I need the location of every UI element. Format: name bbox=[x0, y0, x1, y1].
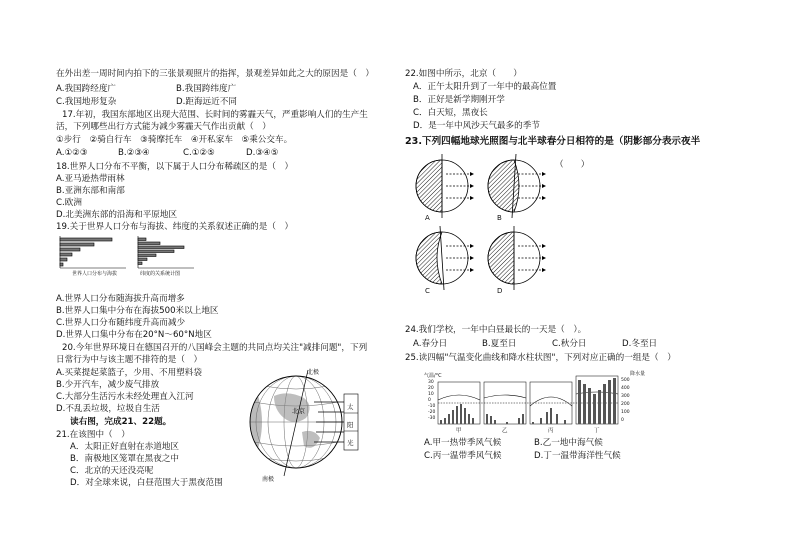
q-intro-option-c[interactable]: C.我国地形复杂 bbox=[56, 97, 117, 107]
q23-label-d: D bbox=[497, 287, 503, 295]
globe-diagram bbox=[244, 366, 364, 482]
q17-choices: ①步行 ②骑自行车 ③骑摩托车 ④开私家车 ⑤乘公交车。 bbox=[56, 135, 293, 145]
q23-stem: 23.下列四幅地球光照图与北半球春分日相符的是（阴影部分表示夜半 bbox=[405, 136, 701, 147]
sun-label-2: 阳 bbox=[347, 421, 354, 429]
q23-answer-paren: （ ） bbox=[555, 160, 590, 170]
q23-label-c: C bbox=[425, 287, 430, 295]
q22-option-c[interactable]: C．白天短，黑夜长 bbox=[413, 108, 488, 118]
q19-option-c[interactable]: C.世界人口分布随纬度升高而减少 bbox=[56, 318, 186, 328]
globe-south-label: 南极 bbox=[262, 476, 275, 483]
q25-option-c[interactable]: C.丙一温带季风气候 bbox=[424, 451, 502, 461]
q17-stem-line2: 活，下列哪些出行方式能为减少雾霾天气作出贡献（ ） bbox=[56, 122, 271, 132]
q17-option-a[interactable]: A.①②③ bbox=[56, 148, 88, 158]
q-intro-option-a[interactable]: A.我国跨经度广 bbox=[56, 84, 117, 94]
q24-option-c[interactable]: C.秋分日 bbox=[552, 339, 587, 349]
q24-option-d[interactable]: D.冬至日 bbox=[622, 339, 658, 349]
sun-label-3: 光 bbox=[347, 439, 354, 447]
q25-name-ding: 丁 bbox=[594, 428, 600, 434]
q22-option-d[interactable]: D．是一年中风沙天气最多的季节 bbox=[413, 121, 540, 131]
q19-chart-caption-1: 世界人口分布与海拔 bbox=[72, 271, 118, 277]
q17-option-d[interactable]: D.③④⑤ bbox=[246, 148, 279, 158]
q22-stem: 22.如图中所示，北京（ ） bbox=[405, 69, 522, 79]
q17-stem-line1: 17.年初，我国东部地区出现大范围、长时间的雾霾天气，严重影响人们的生产生 bbox=[62, 110, 368, 120]
q23-light-diagrams bbox=[412, 150, 572, 290]
q21-option-c[interactable]: C．北京的天还没亮呢 bbox=[70, 466, 154, 476]
q21-option-d[interactable]: D．对全球来说，白昼范围大于黑夜范围 bbox=[70, 478, 223, 488]
q18-option-a[interactable]: A.亚马逊热带雨林 bbox=[56, 174, 125, 184]
q25-precip-axis-label: 降水量 bbox=[630, 371, 646, 377]
q22-option-b[interactable]: B．正好是新学期刚开学 bbox=[413, 95, 505, 105]
q21-option-b[interactable]: B．南极地区笼罩在黑夜之中 bbox=[70, 454, 180, 464]
sun-label-1: 太 bbox=[347, 403, 354, 411]
q18-option-d[interactable]: D.北美洲东部的沿海和平原地区 bbox=[56, 210, 178, 220]
q19-option-b[interactable]: B.世界人口集中分布在海拔500米以上地区 bbox=[56, 306, 219, 316]
q19-stem: 19.关于世界人口分布与海拔、纬度的关系叙述正确的是（ ） bbox=[56, 222, 294, 232]
q24-stem: 24.我们学校，一年中白昼最长的一天是（ ）。 bbox=[405, 325, 587, 335]
q25-precip-ticks: 500 400 300 200 100 0 bbox=[621, 378, 630, 423]
q19-chart-caption-2: 纬度的关系统计图 bbox=[140, 271, 181, 277]
q18-option-b[interactable]: B.亚洲东部和南部 bbox=[56, 186, 125, 196]
q21-option-a[interactable]: A．太阳正好直射在赤道地区 bbox=[70, 442, 180, 452]
q23-label-b: B bbox=[497, 214, 502, 222]
globe-beijing-label: 北京 bbox=[292, 407, 305, 415]
q25-name-yi: 乙 bbox=[502, 428, 508, 434]
q24-option-b[interactable]: B.夏至日 bbox=[482, 339, 517, 349]
q24-option-a[interactable]: A.春分日 bbox=[413, 339, 448, 349]
q17-option-b[interactable]: B.②③④ bbox=[118, 148, 150, 158]
q25-name-bing: 丙 bbox=[548, 428, 554, 434]
q20-option-b[interactable]: B.少开汽车，减少废气排放 bbox=[56, 380, 160, 390]
globe-north-label: 北极 bbox=[307, 369, 320, 376]
q25-name-jia: 甲 bbox=[456, 428, 462, 434]
q25-stem: 25.读四幅"气温变化曲线和降水柱状图"，下列对应正确的一组是（ ） bbox=[405, 353, 676, 363]
q19-option-d[interactable]: D.世界人口集中分布在20°N～60°N地区 bbox=[56, 330, 212, 340]
q20-stem-line2: 日常行为中与该主题不排符的是（ ） bbox=[56, 355, 203, 365]
q18-stem: 18.世界人口分布不平衡，以下属于人口分布稀疏区的是（ ） bbox=[56, 162, 294, 172]
q20-stem-line1: 20.今年世界环境日在德国召开的八国峰会主题的共同点均关注"减排问题"，下列 bbox=[62, 343, 368, 353]
q23-label-a: A bbox=[425, 214, 430, 222]
q21-stem: 21.在该图中（ ） bbox=[56, 430, 130, 440]
q-intro-option-d[interactable]: D.距海远近不同 bbox=[176, 97, 237, 107]
q20-option-c[interactable]: C.大部分生活污水未经处理直入江河 bbox=[56, 392, 194, 402]
read-instruction: 读右图，完成21、22题。 bbox=[70, 417, 172, 427]
q25-temp-axis-label: 气温/°C bbox=[424, 373, 442, 379]
q17-option-c[interactable]: C.①②⑤ bbox=[183, 148, 215, 158]
q20-option-a[interactable]: A.买菜提起菜篮子，少用、不用塑料袋 bbox=[56, 368, 202, 378]
q25-option-a[interactable]: A.甲一热带季风气候 bbox=[424, 438, 502, 448]
q25-option-d[interactable]: D.丁一温带海洋性气候 bbox=[534, 451, 621, 461]
q25-temp-ticks: 30 20 10 0 -10 -20 -30 bbox=[428, 380, 436, 421]
q22-option-a[interactable]: A．正午太阳升到了一年中的最高位置 bbox=[413, 82, 557, 92]
q18-option-c[interactable]: C.欧洲 bbox=[56, 198, 82, 208]
q20-option-d[interactable]: D.不乱丢垃圾，垃圾自生活 bbox=[56, 404, 160, 414]
q-intro-option-b[interactable]: B.我国跨纬度广 bbox=[176, 84, 237, 94]
q25-option-b[interactable]: B.乙一地中海气候 bbox=[534, 438, 603, 448]
q19-option-a[interactable]: A.世界人口分布随海拔升高而增多 bbox=[56, 294, 185, 304]
q-intro-stem: 在外出差一周时间内拍下的三张景观照片的指挥，景观差异如此之大的原因是（ ） bbox=[56, 69, 374, 79]
